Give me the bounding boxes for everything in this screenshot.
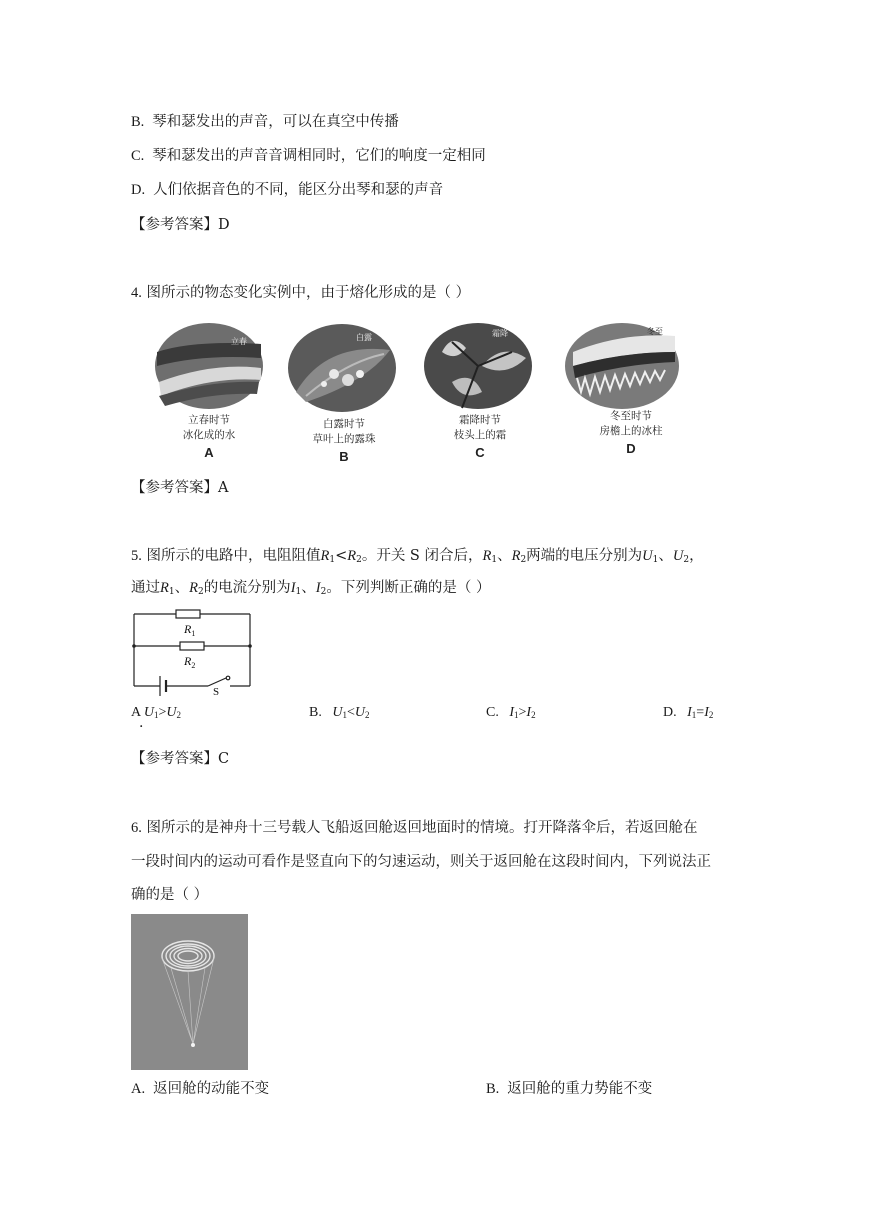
label-r2-sub: 2 (191, 661, 196, 670)
image-stamp: 冬至 (647, 327, 663, 336)
q3-answer: 【参考答案】D (131, 217, 230, 233)
option-label: B. (131, 114, 145, 130)
option-label: C. (131, 148, 145, 164)
stray-dot: · (139, 719, 144, 735)
option-text: 返回舱的重力势能不变 (507, 1081, 653, 1097)
option-text: 人们依据音色的不同，能区分出琴和瑟的声音 (153, 182, 444, 198)
stem-text: 、 (301, 580, 316, 596)
q3-option-b (131, 112, 399, 132)
stem-text: 图所示的电路中，电阻阻值 (146, 548, 321, 564)
image-stamp: 霜降 (492, 329, 508, 338)
option-label: C. (486, 705, 499, 720)
question-number: 5. (131, 548, 142, 564)
q6-stem-line1 (131, 818, 697, 838)
stem-text: 。开关 S 闭合后， (361, 548, 483, 564)
q5-option-b: B. $U_1<U_2$ (309, 705, 370, 720)
label-r1: R (184, 622, 192, 636)
q6-option-a (131, 1079, 269, 1099)
caption-line2: 冰化成的水 (182, 429, 236, 441)
q6-option-b (486, 1079, 652, 1099)
caption-line1: 白露时节 (323, 418, 365, 430)
caption-line1: 冬至时节 (610, 410, 652, 422)
image-stamp: 白露 (356, 333, 372, 342)
q5-stem-line2: 通过$R_1$、$R_2$的电流分别为$I_1$、$I_2$。下列判断正确的是（ ） (131, 580, 491, 597)
option-label: B. (309, 705, 322, 720)
image-d-caption (572, 409, 690, 456)
option-text: 琴和瑟发出的声音，可以在真空中传播 (152, 114, 399, 130)
stem-text: 、 (497, 548, 512, 564)
question-number: 6. (131, 820, 142, 836)
stem-text: ， (689, 548, 704, 564)
question-number: 4. (131, 285, 142, 301)
q3-option-d (131, 180, 443, 200)
stem-text: 、 (174, 580, 190, 596)
image-stamp: 立春 (231, 337, 247, 346)
junction-right (248, 644, 252, 648)
resistor-r2 (180, 642, 204, 650)
option-label: A. (131, 1081, 146, 1097)
q5-option-d: D. $I_1=I_2$ (663, 705, 714, 720)
resistor-r1 (176, 610, 200, 618)
question-text: 图所示的物态变化实例中，由于熔化形成的是（ ） (146, 285, 471, 301)
image-b-dew (286, 322, 398, 414)
circuit-diagram (128, 604, 258, 696)
caption-line1: 立春时节 (188, 414, 230, 426)
svg-text:R2 (183, 654, 195, 670)
option-label: D. (663, 705, 677, 720)
option-label: B. (486, 1081, 500, 1097)
q4-answer: 【参考答案】A (131, 480, 229, 496)
option-text: 返回舱的动能不变 (153, 1081, 270, 1097)
label-r2: R (184, 654, 192, 668)
caption-line2: 草叶上的露珠 (312, 433, 376, 445)
image-letter: A (204, 445, 214, 460)
image-letter: B (339, 449, 349, 464)
stem-text: 、 (658, 548, 673, 564)
stem-text: 的电流分别为 (203, 580, 291, 596)
image-a-caption (153, 413, 265, 460)
stem-text: 。下列判断正确的是（ ） (326, 580, 491, 596)
option-text: 琴和瑟发出的声音音调相同时，它们的响度一定相同 (152, 148, 486, 164)
q3-option-c (131, 146, 486, 166)
svg-text:R1 (183, 622, 195, 638)
image-letter: C (475, 445, 485, 460)
q6-stem-line2: 一段时间内的运动可看作是竖直向下的匀速运动，则关于返回舱在这段时间内，下列说法正 (131, 854, 711, 870)
caption-line2: 房檐上的冰柱 (599, 425, 663, 437)
image-b-caption (288, 417, 400, 464)
image-c-caption (424, 413, 536, 460)
q5-option-a: A $U_1>U_2$ (131, 705, 181, 720)
switch-blade (208, 678, 226, 686)
image-parachute (131, 914, 248, 1070)
q5-answer: 【参考答案】C (131, 751, 230, 767)
q4-stem (131, 283, 470, 303)
image-c-frost (422, 322, 534, 410)
q6-stem-line3: 确的是（ ） (131, 887, 209, 903)
caption-line2: 枝头上的霜 (453, 429, 507, 441)
caption-line1: 霜降时节 (459, 414, 501, 426)
image-a-ice-melt (153, 322, 265, 410)
label-r1-sub: 1 (191, 629, 196, 638)
option-label: D. (131, 182, 146, 198)
capsule-dot (191, 1043, 195, 1047)
junction-left (132, 644, 136, 648)
stem-text: 通过 (131, 580, 160, 596)
q5-option-c: C. $I_1>I_2$ (486, 705, 536, 720)
stem-text: 图所示的是神舟十三号载人飞船返回舱返回地面时的情境。打开降落伞后，若返回舱在 (146, 820, 698, 836)
switch-contact (226, 676, 230, 680)
stem-text: 两端的电压分别为 (526, 548, 643, 564)
option-label: A (131, 705, 141, 720)
image-d-icicles (563, 322, 681, 410)
q5-stem-line1: 5. 图所示的电路中，电阻阻值$R_1<R_2$。开关 S 闭合后，$R_1$、$R_2$两端的电压分别为$U_1$、$U_2$， (131, 548, 704, 565)
label-switch: S (213, 686, 220, 696)
image-letter: D (626, 441, 636, 456)
